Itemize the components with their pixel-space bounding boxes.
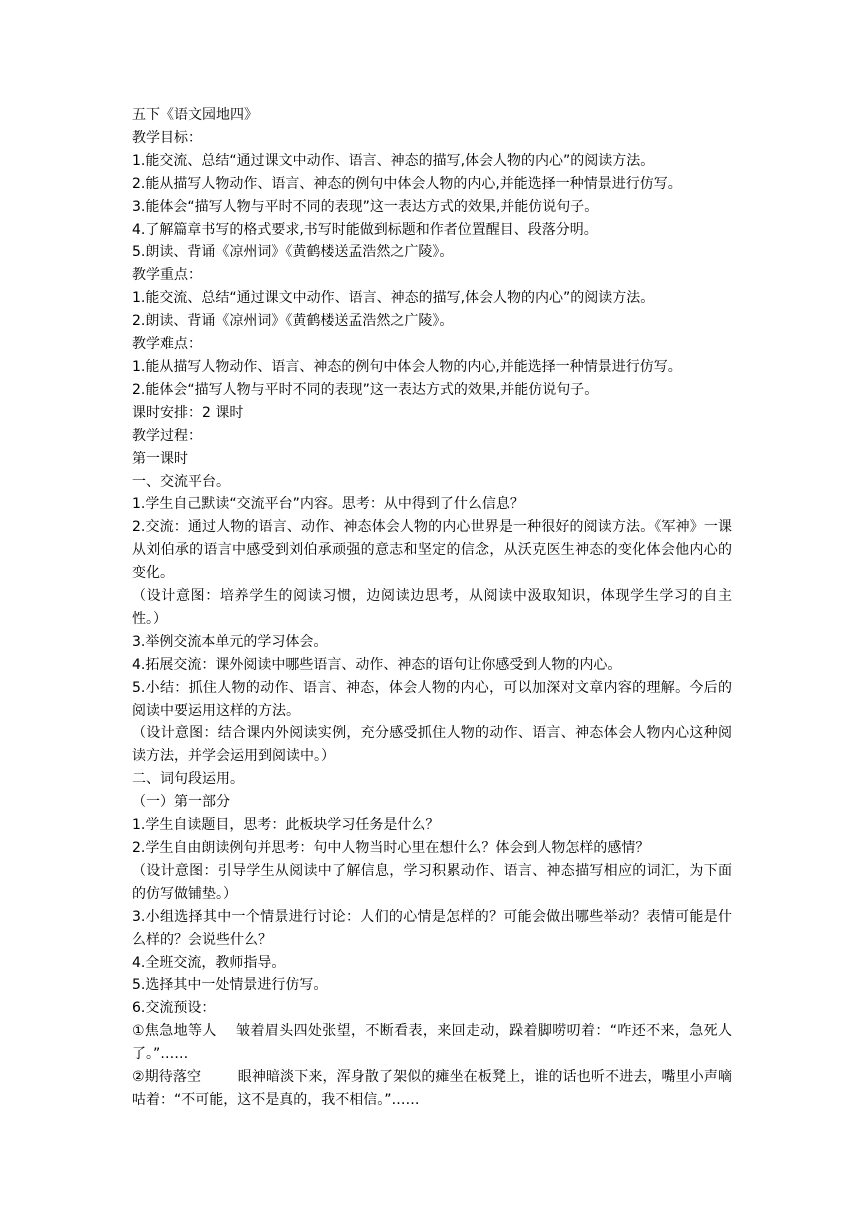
objective-item: 4.了解篇章书写的格式要求,书写时能做到标题和作者位置醒目、段落分明。 — [132, 221, 598, 238]
step-item: 3.举例交流本单元的学习体会。 — [132, 633, 328, 650]
step-item: 1.学生自读题目，思考：此板块学习任务是什么？ — [132, 817, 440, 834]
step-item: 6.交流预设： — [132, 1000, 216, 1017]
step-item: 2.交流：通过人物的语言、动作、神态体会人物的内心世界是一种很好的阅读方法。《军神》一课从刘伯承的语言中感受到刘伯承顽强的意志和坚定的信念，从沃克医生神态的变化体会他内心的变化。 — [132, 519, 732, 582]
section-heading-process: 教学过程： — [132, 427, 202, 444]
example-item: ②期待落空 眼神暗淡下来，浑身散了架似的瘫坐在板凳上，谁的话也听不进去，嘴里小声嘀咕着：“不可能，这不是真的，我不相信。”…… — [132, 1069, 732, 1108]
objective-item: 5.朗读、背诵《凉州词》《黄鹤楼送孟浩然之广陵》。 — [132, 244, 454, 261]
step-item: 5.小结：抓住人物的动作、语言、神态，体会人物的内心，可以加深对文章内容的理解。今后的阅读中要运用这样的方法。 — [132, 679, 732, 719]
objective-item: 2.能从描写人物动作、语言、神态的例句中体会人物的内心,并能选择一种情景进行仿写。 — [132, 175, 682, 192]
step-item: 2.学生自由朗读例句并思考：句中人物当时心里在想什么？体会到人物怎样的感情？ — [132, 840, 650, 856]
section-heading-difficulties: 教学难点： — [132, 336, 202, 353]
schedule-line: 课时安排：2 课时 — [132, 404, 244, 421]
objective-item: 3.能体会“描写人物与平时不同的表现”这一表达方式的效果,并能仿说句子。 — [132, 198, 599, 215]
step-item: 1.学生自己默读“交流平台”内容。思考：从中得到了什么信息？ — [132, 496, 524, 513]
key-point-item: 2.朗读、背诵《凉州词》《黄鹤楼送孟浩然之广陵》。 — [132, 313, 454, 330]
objective-item: 1.能交流、总结“通过课文中动作、语言、神态的描写,体会人物的内心”的阅读方法。 — [132, 152, 655, 169]
document-page — [132, 104, 732, 1112]
lesson-heading: 第一课时 — [132, 450, 188, 467]
example-item: ①焦急地等人 皱着眉头四处张望，不断看表，来回走动，跺着脚唠叨着：“咋还不来，急死人了。”…… — [132, 1023, 732, 1063]
design-note: （设计意图：引导学生从阅读中了解信息，学习积累动作、语言、神态描写相应的词汇，为下面的仿写做铺垫。） — [132, 862, 732, 902]
part-heading: 二、词句段运用。 — [132, 771, 244, 788]
section-heading-key-points: 教学重点： — [132, 267, 202, 284]
part-heading: 一、交流平台。 — [132, 473, 230, 490]
doc-title: 五下《语文园地四》 — [132, 107, 258, 123]
design-note: （设计意图：培养学生的阅读习惯，边阅读边思考，从阅读中汲取知识，体现学生学习的自主性。） — [132, 588, 732, 627]
step-item: 3.小组选择其中一个情景进行讨论：人们的心情是怎样的？可能会做出哪些举动？表情可能是什么样的？会说些什么？ — [132, 908, 732, 948]
sub-part-heading: （一）第一部分 — [132, 794, 230, 811]
step-item: 4.全班交流，教师指导。 — [132, 954, 286, 971]
section-heading-objectives: 教学目标： — [132, 129, 202, 146]
design-note: （设计意图：结合课内外阅读实例，充分感受抓住人物的动作、语言、神态体会人物内心这种阅读方法，并学会运用到阅读中。） — [132, 725, 732, 765]
step-item: 5.选择其中一处情景进行仿写。 — [132, 977, 328, 994]
step-item: 4.拓展交流：课外阅读中哪些语言、动作、神态的语句让你感受到人物的内心。 — [132, 656, 622, 673]
key-point-item: 1.能交流、总结“通过课文中动作、语言、神态的描写,体会人物的内心”的阅读方法。 — [132, 290, 655, 307]
difficulty-item: 1.能从描写人物动作、语言、神态的例句中体会人物的内心,并能选择一种情景进行仿写。 — [132, 358, 682, 375]
difficulty-item: 2.能体会“描写人物与平时不同的表现”这一表达方式的效果,并能仿说句子。 — [132, 381, 599, 398]
